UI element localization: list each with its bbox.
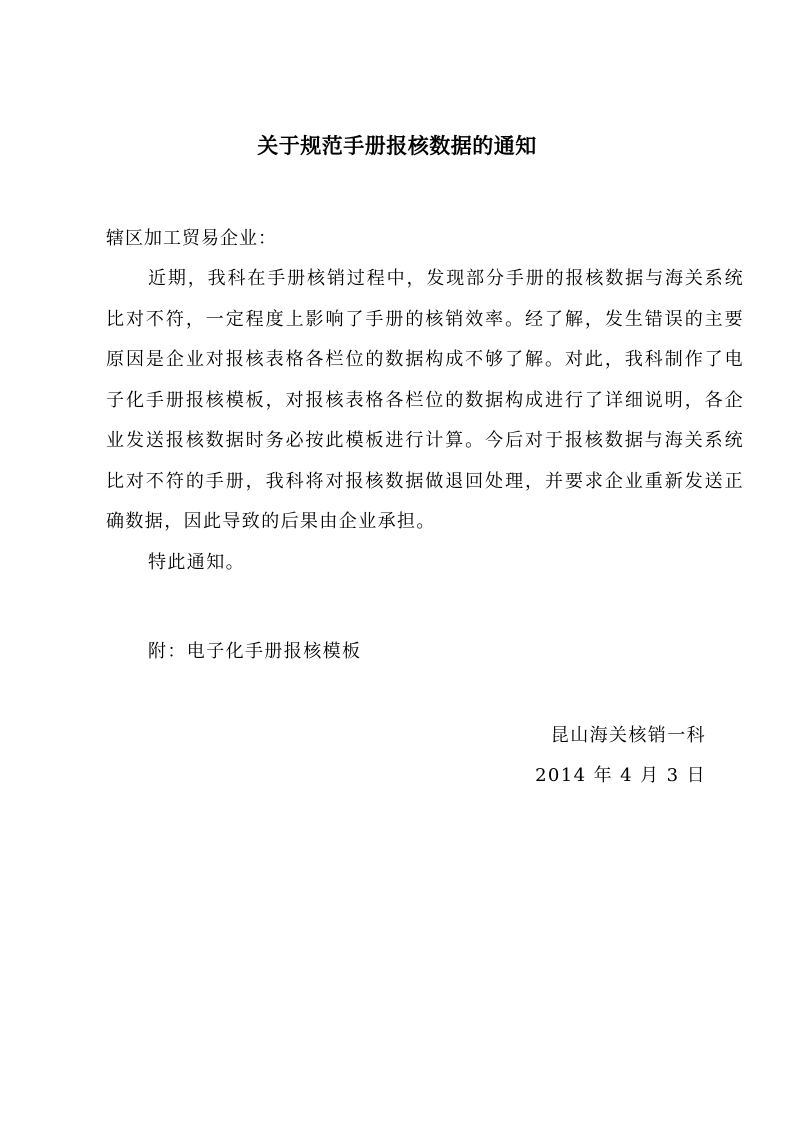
attachment-note: 附：电子化手册报核模板	[148, 641, 362, 662]
document-title: 关于规范手册报核数据的通知	[257, 133, 537, 158]
issuer-signature: 昆山海关核销一科	[550, 725, 706, 746]
document-body	[106, 259, 744, 583]
salutation: 辖区加工贸易企业：	[106, 228, 277, 249]
body-paragraph: 近期，我科在手册核销过程中，发现部分手册的报核数据与海关系统比对不符，一定程度上影响了手册的核销效率。经了解，发生错误的主要原因是企业对报核表格各栏位的数据构成不够了解。对此，我科制作了电子化手册报核模板，对报核表格各栏位的数据构成进行了详细说明，各企业发送报核数据时务必按此模板进行计算。今后对于报核数据与海关系统比对不符的手册，我科将对报核数据做退回处理，并要求企业重新发送正确数据，因此导致的后果由企业承担。	[106, 268, 744, 532]
issue-date: 2014 年 4 月 3 日	[535, 765, 706, 786]
closing-paragraph: 特此通知。	[148, 551, 245, 573]
